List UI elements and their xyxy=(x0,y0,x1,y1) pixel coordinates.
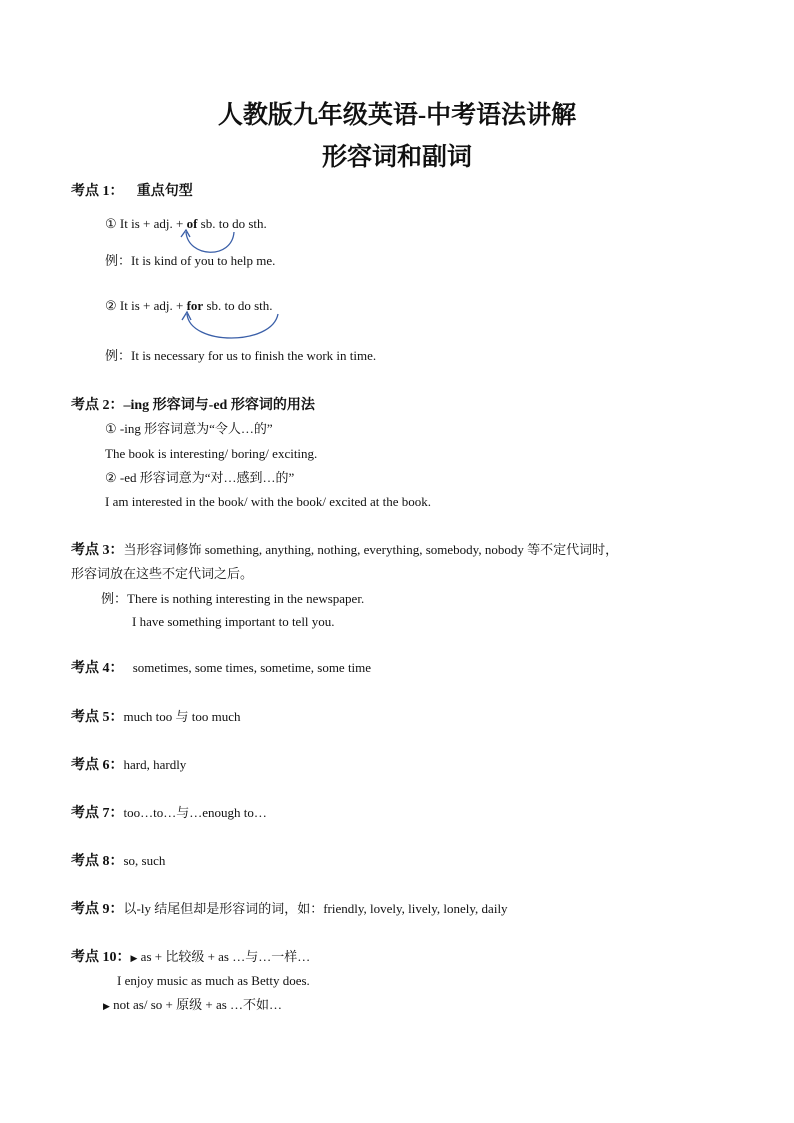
pattern-1-number: ① xyxy=(105,216,117,231)
kaodian-5-text: much too 与 too much xyxy=(123,709,241,724)
kaodian-8-text: so, such xyxy=(123,853,166,868)
kaodian-2-label: 考点 2：–ing 形容词与-ed 形容词的用法 xyxy=(71,398,315,413)
kaodian-3-text-2: 形容词放在这些不定代词之后。 xyxy=(71,566,254,581)
pattern-1-of: of xyxy=(186,216,198,231)
kaodian-10-line-2: I enjoy music as much as Betty does. xyxy=(117,973,310,988)
pattern-1-part-a: It is + adj. + xyxy=(119,216,184,231)
kaodian-2-line-3: ② -ed 形容词意为“对…感到…的” xyxy=(105,470,295,485)
kaodian-7-label: 考点 7： xyxy=(71,806,124,821)
kaodian-4 xyxy=(71,660,371,677)
kaodian-7-text: too…to…与…enough to… xyxy=(123,805,267,820)
kaodian-7 xyxy=(71,805,267,822)
kaodian-10-line-1: as + 比较级 + as …与…一样… xyxy=(140,949,311,964)
bullet-triangle-icon: ▶ xyxy=(103,1001,110,1011)
example-1: 例：It is kind of you to help me. xyxy=(105,253,276,268)
example-2: 例：It is necessary for us to finish the work in time. xyxy=(105,348,377,363)
kaodian-1 xyxy=(71,183,193,200)
kaodian-3-label: 考点 3： xyxy=(71,543,124,558)
kaodian-3 xyxy=(71,542,618,559)
kaodian-5-label: 考点 5： xyxy=(71,710,124,725)
pattern-1-part-c: sb. to do sth. xyxy=(200,216,267,231)
pattern-2 xyxy=(105,298,273,314)
pattern-2-for: for xyxy=(186,298,204,313)
pattern-2-part-c: sb. to do sth. xyxy=(206,298,273,313)
pattern-2-part-a: It is + adj. + xyxy=(119,298,184,313)
page-title: 人教版九年级英语-中考语法讲解 xyxy=(217,102,577,129)
kaodian-4-label: 考点 4： xyxy=(71,661,124,676)
kaodian-6-text: hard, hardly xyxy=(123,757,187,772)
kaodian-5 xyxy=(71,709,241,726)
bullet-triangle-icon: ▶ xyxy=(130,953,138,963)
kaodian-9 xyxy=(71,901,508,918)
kaodian-2-line-2: The book is interesting/ boring/ exciting. xyxy=(105,446,318,461)
pattern-2-number: ② xyxy=(105,298,117,313)
kaodian-3-example-1: 例：There is nothing interesting in the newspaper. xyxy=(101,591,365,606)
kaodian-3-text-1: 当形容词修饰 something, anything, nothing, everything, somebody, nobody 等不定代词时， xyxy=(123,542,619,557)
kaodian-10-label: 考点 10： xyxy=(71,950,131,965)
kaodian-10-line-3: not as/ so + 原级 + as …不如… xyxy=(113,997,283,1012)
kaodian-1-heading: 重点句型 xyxy=(136,184,193,199)
kaodian-6-label: 考点 6： xyxy=(71,758,124,773)
kaodian-1-label: 考点 1： xyxy=(71,184,124,199)
kaodian-10-line-3-row xyxy=(103,997,282,1014)
kaodian-2-line-1: ① -ing 形容词意为“令人…的” xyxy=(105,421,273,436)
kaodian-8 xyxy=(71,853,165,870)
kaodian-9-label: 考点 9： xyxy=(71,902,124,917)
kaodian-4-text: sometimes, some times, sometime, some time xyxy=(132,660,372,675)
kaodian-2-line-4: I am interested in the book/ with the book/ excited at the book. xyxy=(105,494,432,509)
kaodian-9-text: 以-ly 结尾但却是形容词的词，如：friendly, lovely, lively, lonely, daily xyxy=(123,901,508,916)
pattern-1 xyxy=(105,216,267,232)
kaodian-10 xyxy=(71,949,310,966)
kaodian-6 xyxy=(71,757,186,774)
kaodian-3-example-2: I have something important to tell you. xyxy=(132,614,335,629)
kaodian-8-label: 考点 8： xyxy=(71,854,124,869)
page-subtitle: 形容词和副词 xyxy=(321,144,472,171)
